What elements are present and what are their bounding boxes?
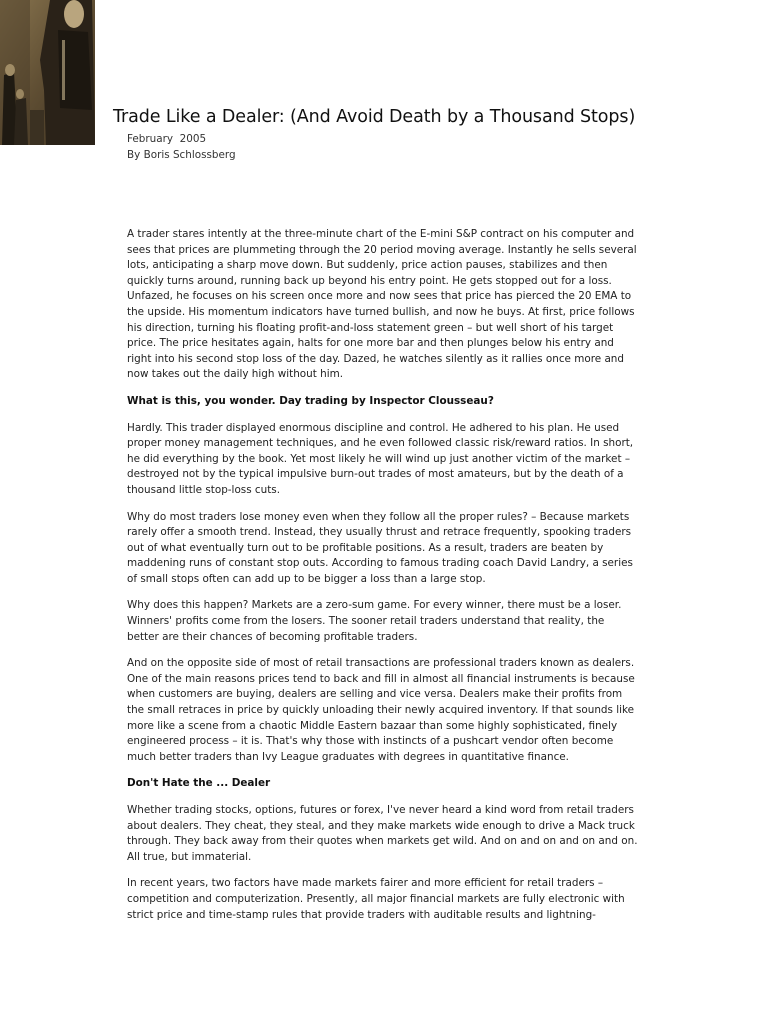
- paragraph: Why does this happen? Markets are a zero-sum game. For every winner, there must be a loser. Winners' profits come from the losers. The sooner retail traders understand that reality, the better are their chances of becoming profitable traders.: [127, 599, 622, 643]
- paragraph: And on the opposite side of most of retail transactions are professional traders known as dealers. One of the main reasons prices tend to back and fill in almost all financial instruments is because when customers are buying, dealers are selling and vice versa. Dealers make their profits from the small retraces in price by quickly unloading their newly acquired inventory. If that sounds like more like a scene from a chaotic Middle Eastern bazaar than some highly sophisticated, finely engineered process – it is. That's why those with instincts of a pushcart vendor often become much better traders than Ivy League graduates with degrees in quantitative finance.: [127, 657, 635, 763]
- section-heading: Don't Hate the ... Dealer: [127, 777, 271, 790]
- article-title: Trade Like a Dealer: (And Avoid Death by a Thousand Stops): [113, 107, 636, 127]
- paragraph: A trader stares intently at the three-minute chart of the E-mini S&P contract on his computer and sees that prices are plummeting through the 20 period moving average. Instantly he sells several lots, anticipating a sharp move down. But suddenly, price action pauses, stabilizes and then quickly turns around, running back up beyond his entry point. He gets stopped out for a loss. Unfazed, he focuses on his screen once more and now sees that price has pierced the 20 EMA to the upside. His momentum indicators have turned bullish, and now he buys. At first, price follows his direction, turning his floating profit-and-loss statement green – but well short of his target price. The price hesitates again, halts for one more bar and then plunges below his entry and right into his second stop loss of the day. Dazed, he watches silently as it rallies once more and now takes out the daily high without him.: [127, 228, 637, 381]
- paragraph: Hardly. This trader displayed enormous discipline and control. He adhered to his plan. He used proper money management techniques, and he even followed classic risk/reward ratios. In short, he did everything by the book. Yet most likely he will wind up just another victim of the market – destroyed not by the typical impulsive burn-out trades of most amateurs, but by the death of a thousand little stop-loss cuts.: [127, 421, 634, 496]
- header-photo: [0, 0, 95, 145]
- article-meta: [127, 131, 236, 163]
- article-date: February 2005: [127, 133, 207, 145]
- paragraph: In recent years, two factors have made markets fairer and more efficient for retail traders – competition and computerization. Presently, all major financial markets are fully electronic with strict price and time-stamp rules that provide traders with auditable results and lightning-: [127, 877, 625, 921]
- article-byline: By Boris Schlossberg: [127, 149, 236, 161]
- paragraph: Why do most traders lose money even when they follow all the proper rules? – Because markets rarely offer a smooth trend. Instead, they usually thrust and retrace frequently, spooking traders out of what eventually turn out to be profitable positions. As a result, traders are beaten by maddening runs of constant stop outs. According to famous trading coach David Landry, a series of small stops often can add up to be bigger a loss than a large stop.: [127, 510, 633, 585]
- article-body: [127, 227, 639, 934]
- section-heading: What is this, you wonder. Day trading by Inspector Clousseau?: [127, 394, 494, 407]
- paragraph: Whether trading stocks, options, futures or forex, I've never heard a kind word from retail traders about dealers. They cheat, they steal, and they make markets wide enough to drive a Mack truck through. They back away from their quotes when markets get wild. And on and on and on and on. All true, but immaterial.: [127, 804, 638, 863]
